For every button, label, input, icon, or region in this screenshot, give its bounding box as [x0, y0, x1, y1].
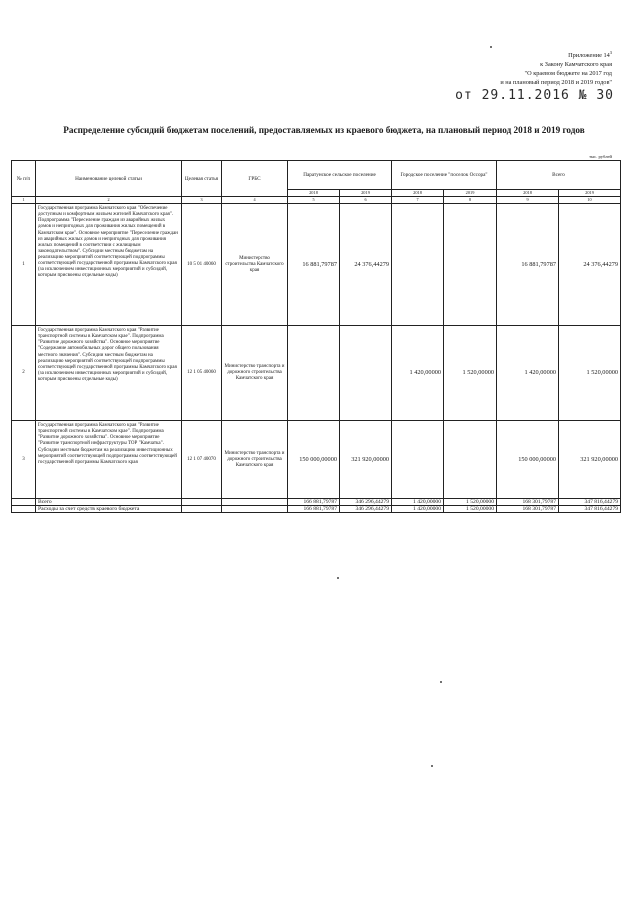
expenses-label: Расходы за счет средств краевого бюджета: [36, 506, 182, 513]
total-row: [12, 499, 621, 506]
header-line-2: к Закону Камчатского края: [540, 61, 612, 69]
expenses-value: 168 301,79787: [497, 506, 559, 513]
expenses-value: 347 816,44279: [559, 506, 621, 513]
expenses-value: 166 881,79787: [288, 506, 340, 513]
row-name: Государственная программа Камчатского края "Развитие транспортной системы в Камчатском крае". Подпрограмма "Развитие дорожного хозяйства". Основное мероприятие "Развитие транспортной инфраструктуры ТОР "Камчатка". Субсидии местным бюджетам на реализацию инвестиционных мероприятий соответствующей подпрограммы соответствующей государственной программы Камчатского края: [36, 421, 182, 499]
row-value: [340, 326, 392, 421]
scan-speck: [337, 577, 339, 579]
row-target: 10 5 01 40060: [182, 204, 222, 326]
column-number: 9: [497, 197, 559, 204]
column-number: 4: [222, 197, 288, 204]
total-value: 168 301,79787: [497, 499, 559, 506]
empty-cell: [182, 506, 222, 513]
table-header-row: [12, 161, 621, 190]
header-target: Целевая статья: [182, 161, 222, 197]
header-ossora: Городское поселение "поселок Оссора": [392, 161, 497, 190]
row-value: [444, 204, 497, 326]
row-value: 150 000,00000: [497, 421, 559, 499]
empty-cell: [222, 506, 288, 513]
document-date: от 29.11.2016 № 30: [455, 88, 614, 103]
page-title: Распределение субсидий бюджетам поселений, предоставляемых из краевого бюджета, на плановый период 2018 и 2019 годов: [63, 125, 585, 135]
header-num: № п/п: [12, 161, 36, 197]
row-name: Государственная программа Камчатского края "Развитие транспортной системы в Камчатском крае". Подпрограмма "Развитие дорожного хозяйства". Основное мероприятие "Содержание автомобильных дорог общего пользования местного значения". Субсидии местным бюджетам на реализацию мероприятий соответствующей подпрограммы соответствующей государственной программы Камчатского края (за исключением инвестиционных мероприятий и субсидий, которым присвоены отдельные коды): [36, 326, 182, 421]
row-value: 321 920,00000: [559, 421, 621, 499]
row-value: [288, 326, 340, 421]
column-number: 2: [36, 197, 182, 204]
units-label: тыс. рублей: [589, 154, 612, 159]
column-number: 10: [559, 197, 621, 204]
column-number: 3: [182, 197, 222, 204]
empty-cell: [12, 506, 36, 513]
header-line-4: и на плановый период 2018 и 2019 годов": [500, 79, 612, 87]
header-paratunka: Паратунское сельское поселение: [288, 161, 392, 190]
appendix-superscript: 3: [609, 50, 612, 55]
row-target: 12 1 05 40060: [182, 326, 222, 421]
scan-speck: [440, 681, 442, 683]
row-value: 1 420,00000: [497, 326, 559, 421]
expenses-value: 346 296,44279: [340, 506, 392, 513]
scan-speck: [490, 46, 492, 48]
year-cell: 2018: [497, 190, 559, 197]
row-value: 1 520,00000: [559, 326, 621, 421]
total-value: 1 520,00000: [444, 499, 497, 506]
expenses-row: [12, 506, 621, 513]
column-number: 7: [392, 197, 444, 204]
row-value: 1 520,00000: [444, 326, 497, 421]
empty-cell: [182, 499, 222, 506]
row-value: 24 376,44279: [340, 204, 392, 326]
total-label: Всего: [36, 499, 182, 506]
header-name: Наименование целевой статьи: [36, 161, 182, 197]
row-grbs: Министерство транспорта и дорожного строительства Камчатского края: [222, 421, 288, 499]
row-value: 24 376,44279: [559, 204, 621, 326]
header-grbs: ГРБС: [222, 161, 288, 197]
subsidies-table: [11, 160, 621, 513]
row-value: 1 420,00000: [392, 326, 444, 421]
row-target: 12 1 07 40070: [182, 421, 222, 499]
row-num: 3: [12, 421, 36, 499]
year-cell: 2018: [288, 190, 340, 197]
row-num: 2: [12, 326, 36, 421]
row-value: 150 000,00000: [288, 421, 340, 499]
empty-cell: [222, 499, 288, 506]
row-name: Государственная программа Камчатского края "Обеспечение доступным и комфортным жильем жителей Камчатского края". Подпрограмма "Переселение граждан из аварийных жилых домов и непригодных для проживания жилых помещений в Камчатском крае". Основное мероприятие "Переселение граждан из аварийных жилых домов и непригодных для проживания жилых помещений в соответствии с жилищным законодательством". Субсидии местным бюджетам на реализацию мероприятий соответствующей подпрограммы соответствующей государственной программы Камчатского края (за исключением инвестиционных мероприятий и субсидий, которым присвоены отдельные коды): [36, 204, 182, 326]
expenses-value: 1 520,00000: [444, 506, 497, 513]
header-total: Всего: [497, 161, 621, 190]
header-line-3: "О краевом бюджете на 2017 год: [524, 70, 612, 78]
appendix-label: Приложение $14^3$: [568, 50, 612, 60]
total-value: 346 296,44279: [340, 499, 392, 506]
row-grbs: Министерство транспорта и дорожного строительства Камчатского края: [222, 326, 288, 421]
row-value: 321 920,00000: [340, 421, 392, 499]
row-value: 16 881,79787: [288, 204, 340, 326]
year-cell: 2019: [444, 190, 497, 197]
empty-cell: [12, 499, 36, 506]
row-num: 1: [12, 204, 36, 326]
total-value: 1 420,00000: [392, 499, 444, 506]
total-value: 347 816,44279: [559, 499, 621, 506]
year-cell: 2019: [559, 190, 621, 197]
year-cell: 2019: [340, 190, 392, 197]
column-number: 5: [288, 197, 340, 204]
column-number: 8: [444, 197, 497, 204]
column-number-row: [12, 197, 621, 204]
year-cell: 2018: [392, 190, 444, 197]
table-row: [12, 326, 621, 421]
row-value: [444, 421, 497, 499]
scan-speck: [431, 765, 433, 767]
row-value: [392, 421, 444, 499]
expenses-value: 1 420,00000: [392, 506, 444, 513]
column-number: 6: [340, 197, 392, 204]
document-header: [500, 48, 612, 87]
table-row: [12, 421, 621, 499]
row-grbs: Министерство строительства Камчатского края: [222, 204, 288, 326]
total-value: 166 881,79787: [288, 499, 340, 506]
table-row: [12, 204, 621, 326]
row-value: [392, 204, 444, 326]
column-number: 1: [12, 197, 36, 204]
row-value: 16 881,79787: [497, 204, 559, 326]
